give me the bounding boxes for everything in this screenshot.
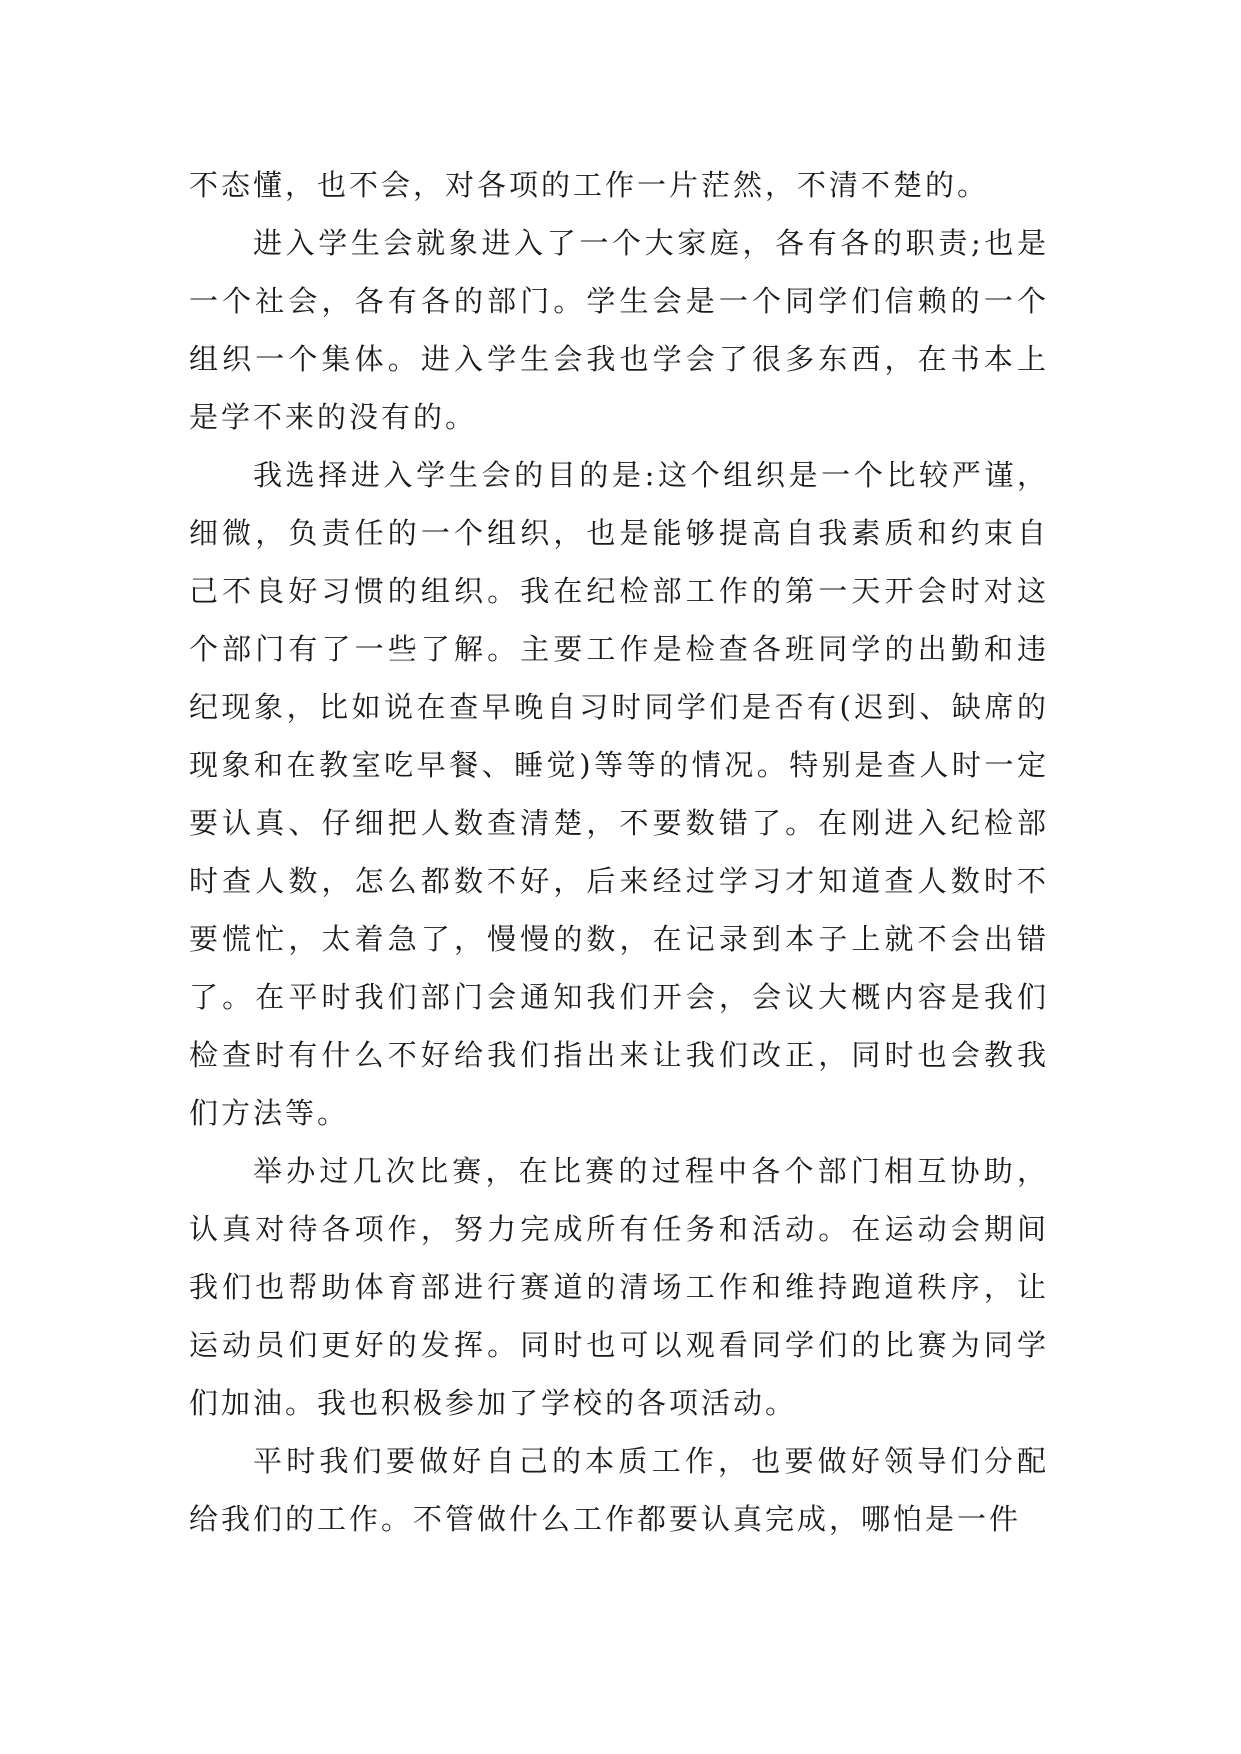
paragraph-2: 进入学生会就象进入了一个大家庭，各有各的职责;也是一个社会，各有各的部门。学生会是一个同学们信赖的一个组织一个集体。进入学生会我也学会了很多东西，在书本上是学不来的没有的。 xyxy=(189,226,1049,434)
document-body xyxy=(189,156,1049,1548)
paragraph-4: 举办过几次比赛，在比赛的过程中各个部门相互协助，认真对待各项作，努力完成所有任务和活动。在运动会期间我们也帮助体育部进行赛道的清场工作和维持跑道秩序，让运动员们更好的发挥。同时也可以观看同学们的比赛为同学们加油。我也积极参加了学校的各项活动。 xyxy=(189,1154,1049,1420)
paragraph-1: 不态懂，也不会，对各项的工作一片茫然，不清不楚的。 xyxy=(189,168,990,202)
paragraph-5: 平时我们要做好自己的本质工作，也要做好领导们分配给我们的工作。不管做什么工作都要认真完成，哪怕是一件 xyxy=(189,1444,1049,1536)
paragraph-3: 我选择进入学生会的目的是:这个组织是一个比较严谨，细微，负责任的一个组织，也是能够提高自我素质和约束自己不良好习惯的组织。我在纪检部工作的第一天开会时对这个部门有了一些了解。主要工作是检查各班同学的出勤和违纪现象，比如说在查早晚自习时同学们是否有(迟到、缺席的现象和在教室吃早餐、睡觉)等等的情况。特别是查人时一定要认真、仔细把人数查清楚，不要数错了。在刚进入纪检部时查人数，怎么都数不好，后来经过学习才知道查人数时不要慌忙，太着急了，慢慢的数，在记录到本子上就不会出错了。在平时我们部门会通知我们开会，会议大概内容是我们检查时有什么不好给我们指出来让我们改正，同时也会教我们方法等。 xyxy=(189,458,1049,1130)
